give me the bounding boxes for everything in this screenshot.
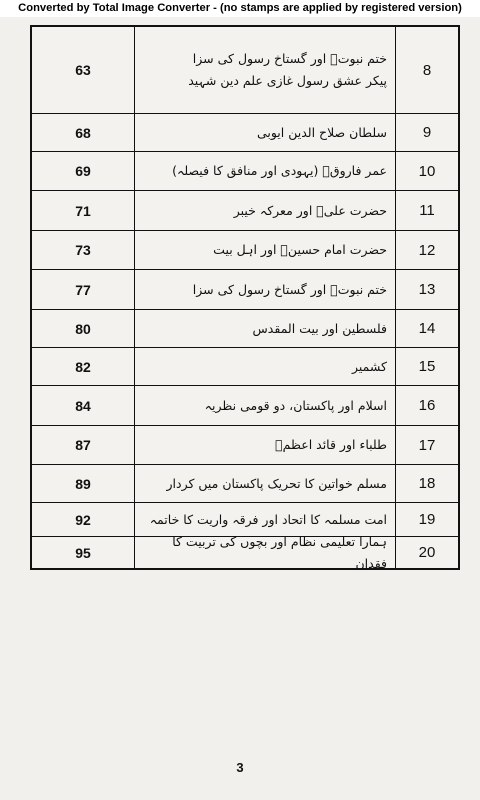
toc-title-line: ختم نبوتؐ اور گستاخ رسول کی سزا xyxy=(192,281,387,297)
toc-row xyxy=(32,27,458,114)
toc-row xyxy=(32,231,458,270)
toc-row xyxy=(32,386,458,426)
toc-row xyxy=(32,348,458,386)
toc-title xyxy=(135,27,396,113)
toc-item-number: 19 xyxy=(418,511,436,528)
toc-item-number: 18 xyxy=(418,475,436,492)
page-number: 3 xyxy=(236,760,244,775)
converter-banner: Converted by Total Image Converter - (no stamps are applied by registered version) xyxy=(0,0,480,17)
toc-row xyxy=(32,426,458,465)
toc-page-number: 77 xyxy=(32,270,135,309)
toc-title-line: حضرت علیؓ اور معرکہ خیبر xyxy=(233,202,387,218)
toc-page-number: 92 xyxy=(32,503,135,536)
toc-page-number: 84 xyxy=(32,386,135,425)
toc-row xyxy=(32,533,458,571)
toc-row xyxy=(32,114,458,152)
toc-page-number: 95 xyxy=(32,537,135,568)
toc-title xyxy=(135,348,396,385)
table-of-contents xyxy=(30,25,460,570)
toc-title xyxy=(135,152,396,190)
toc-item-number: 12 xyxy=(418,241,436,259)
toc-title xyxy=(135,270,396,309)
toc-title-line: مسلم خواتین کا تحریک پاکستان میں کردار xyxy=(166,475,387,491)
toc-title-line: کشمیر xyxy=(352,358,387,374)
toc-item-number: 20 xyxy=(418,544,436,561)
toc-item-number: 11 xyxy=(419,202,435,219)
toc-title-line: طلباء اور قائد اعظمؒ xyxy=(275,437,387,452)
toc-row xyxy=(32,191,458,231)
toc-title-line: ہمارا تعلیمی نظام اور بچوں کی تربیت کا فقدان xyxy=(172,533,387,571)
toc-page-number: 63 xyxy=(32,27,135,113)
toc-title xyxy=(135,533,396,571)
toc-title xyxy=(135,231,396,269)
toc-title xyxy=(135,386,396,425)
toc-row xyxy=(32,465,458,503)
toc-item-number: 17 xyxy=(418,436,436,454)
toc-title-line: ختم نبوتؐ اور گستاخ رسول کی سزا xyxy=(192,51,387,66)
toc-title-line: عمر فاروقؓ (یہودی اور منافق کا فیصلہ) xyxy=(172,163,387,178)
toc-page-number: 73 xyxy=(32,231,135,269)
toc-title-line: حضرت امام حسینؓ اور اہل بیت xyxy=(213,242,387,257)
toc-item-number: 8 xyxy=(422,61,432,79)
toc-page-number: 80 xyxy=(32,310,135,347)
toc-title-line: فلسطین اور بیت المقدس xyxy=(252,320,387,336)
toc-row xyxy=(32,152,458,191)
toc-title-line: سلطان صلاح الدین ایوبی xyxy=(256,124,387,140)
toc-page-number: 71 xyxy=(32,191,135,230)
toc-item-number: 16 xyxy=(418,397,436,414)
toc-item-number: 10 xyxy=(418,162,436,180)
toc-page-number: 82 xyxy=(32,348,135,385)
toc-row xyxy=(32,270,458,310)
toc-page-number: 89 xyxy=(32,465,135,502)
toc-item-number: 13 xyxy=(418,281,436,298)
toc-page-number: 68 xyxy=(32,114,135,151)
toc-item-number: 15 xyxy=(418,358,436,375)
toc-title xyxy=(135,310,396,347)
toc-row xyxy=(32,310,458,348)
toc-item-number: 14 xyxy=(418,320,436,337)
toc-title xyxy=(135,465,396,502)
toc-page-number: 87 xyxy=(32,426,135,464)
toc-page-number: 69 xyxy=(32,152,135,190)
toc-title xyxy=(135,191,396,230)
toc-title xyxy=(135,426,396,464)
toc-title-line: پیکر عشق رسول غازی علم دین شہید xyxy=(188,73,387,88)
toc-item-number: 9 xyxy=(422,124,432,141)
toc-title-line: اسلام اور پاکستان، دو قومی نظریہ xyxy=(204,397,387,413)
toc-title-line: امت مسلمہ کا اتحاد اور فرقہ واریت کا خاتمہ xyxy=(149,511,387,527)
toc-title xyxy=(135,114,396,151)
